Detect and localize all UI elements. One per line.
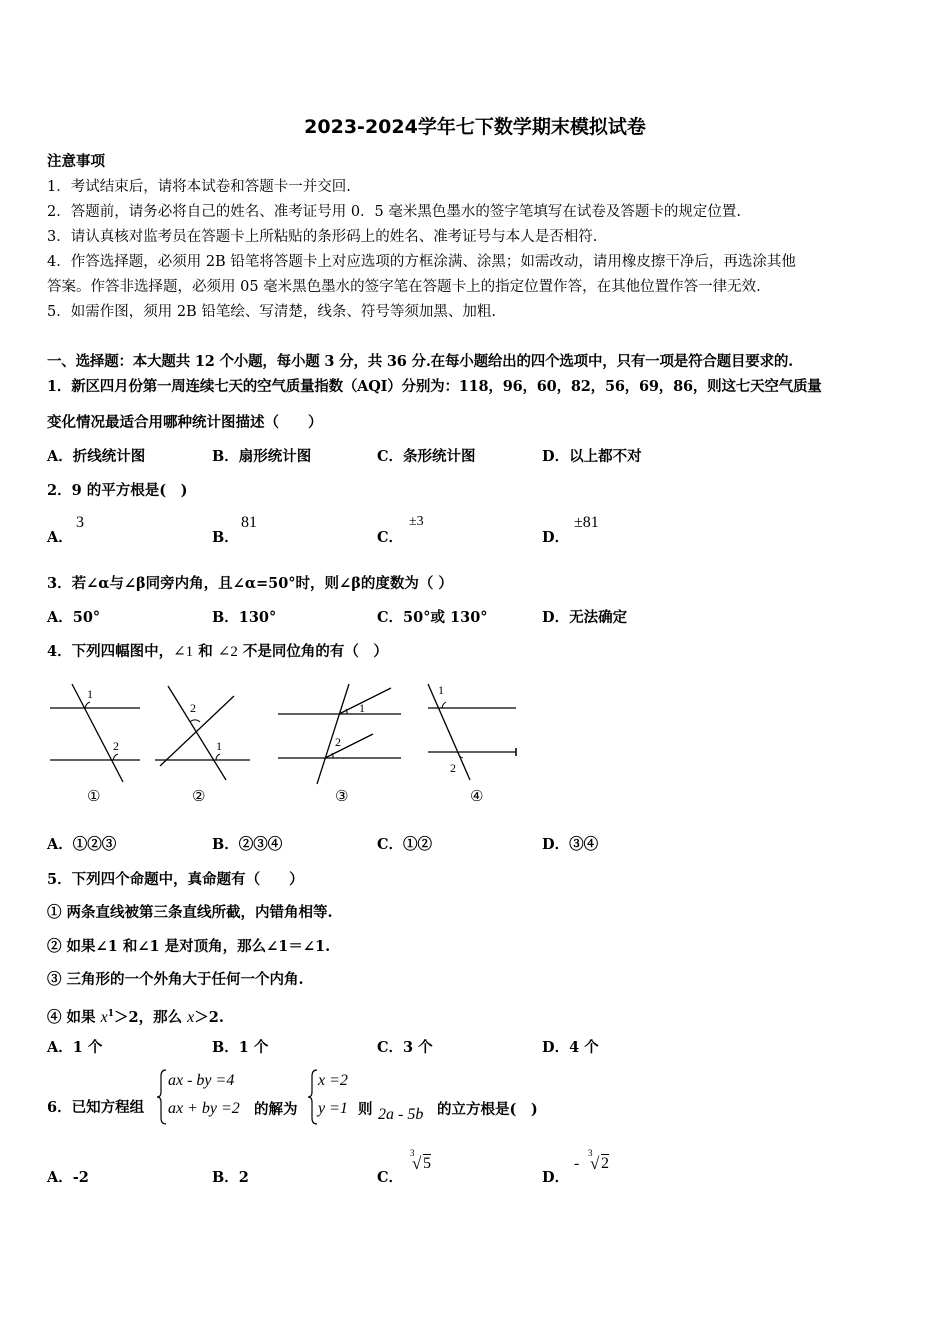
q4-figure-1 bbox=[45, 678, 145, 808]
q5-statement-2: ② 如果∠1 和∠1 是对顶角，那么∠1＝∠1. bbox=[47, 938, 331, 955]
q6-c-radical-sign: √ bbox=[412, 1154, 422, 1173]
q5-s4-mid: ＞2，那么 bbox=[113, 1008, 188, 1026]
q6-d-radical-sign: √ bbox=[590, 1154, 600, 1173]
q6-d-root-index: 3 bbox=[588, 1148, 593, 1158]
fig2-arc-2 bbox=[190, 720, 200, 722]
fig2-label-1: 1 bbox=[216, 739, 222, 753]
q1-option-d: D．以上都不对 bbox=[542, 448, 642, 465]
q5-s4-prefix: ④ 如果 bbox=[47, 1008, 101, 1026]
q4-figure-3 bbox=[273, 678, 408, 808]
q4-figure-2 bbox=[150, 678, 255, 808]
q1-option-b: B．扇形统计图 bbox=[212, 448, 312, 465]
q6-d-sign: - bbox=[574, 1155, 580, 1172]
q6-then: 则 bbox=[358, 1101, 373, 1118]
fig2-arc-1 bbox=[216, 754, 220, 760]
fig3-transversal bbox=[317, 684, 349, 784]
q2-option-b-value: 81 bbox=[241, 514, 257, 531]
q4-figure-4 bbox=[418, 678, 523, 808]
q6-sol2: y =1 bbox=[318, 1100, 348, 1117]
fig4-arc-1 bbox=[442, 702, 446, 708]
q6-expr: 2a - 5b bbox=[378, 1106, 424, 1123]
q6-eq2: ax + by =2 bbox=[168, 1100, 240, 1117]
q6-c-root-index: 3 bbox=[410, 1148, 415, 1158]
q3-option-a: A．50° bbox=[47, 609, 101, 626]
q6-c-radicand: 5 bbox=[423, 1155, 431, 1172]
section-header: 一、选择题：本大题共 12 个小题，每小题 3 分，共 36 分.在每小题给出的四个选项中，只有一项是符合题目要求的. bbox=[47, 353, 794, 370]
fig3-arc-1 bbox=[346, 709, 347, 714]
notice-item-3: 3．请认真核对监考员在答题卡上所粘贴的条形码上的姓名、准考证号与本人是否相符. bbox=[47, 229, 598, 245]
q6-prefix: 6．已知方程组 bbox=[47, 1099, 145, 1116]
q5-option-c: C．3 个 bbox=[377, 1039, 433, 1056]
fig2-label-2: 2 bbox=[190, 701, 196, 715]
fig4-caption: ④ bbox=[470, 787, 484, 805]
fig1-transversal bbox=[72, 684, 123, 782]
q6-sol1: x =2 bbox=[318, 1072, 348, 1089]
notice-item-4: 4．作答选择题，必须用 2B 铅笔将答题卡上对应选项的方框涂满、涂黑；如需改动，请用橡皮擦干净后，再选涂其他 bbox=[47, 254, 796, 270]
q5-statement-4 bbox=[47, 1004, 224, 1028]
q5-stem: 5．下列四个命题中，真命题有（ ） bbox=[47, 871, 304, 888]
fig2-line-a bbox=[168, 686, 226, 780]
q5-s4-sup: 1 bbox=[107, 1009, 114, 1019]
q1-option-c: C．条形统计图 bbox=[377, 448, 476, 465]
q2-option-d-label: D． bbox=[542, 529, 570, 546]
fig2-line-b bbox=[160, 696, 234, 766]
q5-s4-x: x bbox=[100, 1008, 108, 1026]
q2-option-b-label: B． bbox=[212, 529, 239, 546]
fig1-arc-2 bbox=[113, 754, 118, 760]
fig1-label-1: 1 bbox=[87, 687, 93, 701]
q2-option-c-label: C． bbox=[377, 529, 404, 546]
q4-option-c: C．①② bbox=[377, 836, 433, 853]
q5-statement-3: ③ 三角形的一个外角大于任何一个内角. bbox=[47, 971, 304, 988]
q1-option-a: A．折线统计图 bbox=[47, 448, 146, 465]
q3-option-c: C．50°或 130° bbox=[377, 609, 488, 626]
q6-option-c-label: C． bbox=[377, 1169, 404, 1186]
notice-item-2: 2．答题前，请务必将自己的姓名、准考证号用 0．5 毫米黑色墨水的签字笔填写在试卷及答题卡的规定位置. bbox=[47, 204, 741, 220]
q4-option-b: B．②③④ bbox=[212, 836, 283, 853]
q2-option-c-value: ±3 bbox=[409, 514, 424, 529]
fig4-label-1: 1 bbox=[438, 683, 444, 697]
notice-item-5: 5．如需作图，须用 2B 铅笔绘、写清楚，线条、符号等须加黑、加粗. bbox=[47, 304, 496, 320]
q2-option-d-value: ±81 bbox=[574, 514, 599, 531]
fig4-label-2: 2 bbox=[450, 761, 456, 775]
q4-stem-b: 不是同位角的有（ ） bbox=[237, 643, 388, 660]
q6-option-a: A．-2 bbox=[47, 1169, 89, 1186]
q5-s4-end: ＞2. bbox=[194, 1008, 224, 1026]
fig3-arc-2 bbox=[332, 753, 333, 758]
fig1-arc-1 bbox=[85, 702, 90, 708]
q3-stem: 3．若∠α与∠β同旁内角，且∠α=50°时，则∠β的度数为（ ） bbox=[47, 575, 453, 592]
q4-option-d: D．③④ bbox=[542, 836, 599, 853]
q6-brace-left bbox=[156, 1068, 168, 1126]
fig3-caption: ③ bbox=[335, 787, 349, 805]
notice-heading: 注意事项 bbox=[47, 153, 105, 170]
notice-item-4-cont: 答案。作答非选择题，必须用 05 毫米黑色墨水的签字笔在答题卡上的指定位置作答，在其他位置作答一律无效. bbox=[47, 279, 761, 295]
q4-option-a: A．①②③ bbox=[47, 836, 117, 853]
q6-option-b: B．2 bbox=[212, 1169, 249, 1186]
q5-option-a: A．1 个 bbox=[47, 1039, 103, 1056]
q5-option-b: B．1 个 bbox=[212, 1039, 269, 1056]
page-title: 2023-2024学年七下数学期末模拟试卷 bbox=[304, 116, 646, 138]
q4-stem-a: 4．下列四幅图中， bbox=[47, 643, 174, 660]
q6-suffix: 的立方根是( ) bbox=[437, 1101, 538, 1118]
q2-option-a-value: 3 bbox=[76, 514, 84, 531]
fig3-label-1: 1 bbox=[359, 701, 365, 715]
q6-eq1: ax - by =4 bbox=[168, 1072, 235, 1089]
q5-s4-x2: x bbox=[187, 1008, 195, 1026]
q5-option-d: D．4 个 bbox=[542, 1039, 599, 1056]
q6-middle: 的解为 bbox=[254, 1101, 298, 1118]
q2-stem: 2．9 的平方根是( ) bbox=[47, 482, 188, 499]
q4-angle1: ∠1 bbox=[173, 644, 194, 660]
q6-d-radicand: 2 bbox=[601, 1155, 609, 1172]
fig1-label-2: 2 bbox=[113, 739, 119, 753]
q4-stem-and: 和 bbox=[193, 643, 218, 660]
q4-stem bbox=[47, 642, 388, 662]
q5-statement-1: ① 两条直线被第三条直线所截，内错角相等. bbox=[47, 904, 333, 921]
fig1-caption: ① bbox=[87, 787, 101, 805]
q2-option-a-label: A． bbox=[47, 529, 73, 546]
q3-option-b: B．130° bbox=[212, 609, 277, 626]
q3-option-d: D．无法确定 bbox=[542, 609, 628, 626]
q1-stem-line2: 变化情况最适合用哪种统计图描述（ ） bbox=[47, 414, 323, 431]
fig4-transversal bbox=[428, 684, 470, 780]
q1-stem-line1: 1．新区四月份第一周连续七天的空气质量指数（AQI）分别为：118，96，60，82，56，69，86，则这七天空气质量 bbox=[47, 378, 822, 395]
fig2-caption: ② bbox=[192, 787, 206, 805]
fig3-label-2: 2 bbox=[335, 735, 341, 749]
q4-angle2: ∠2 bbox=[217, 644, 238, 660]
notice-item-1: 1．考试结束后，请将本试卷和答题卡一并交回. bbox=[47, 179, 351, 195]
q6-option-d-label: D． bbox=[542, 1169, 570, 1186]
